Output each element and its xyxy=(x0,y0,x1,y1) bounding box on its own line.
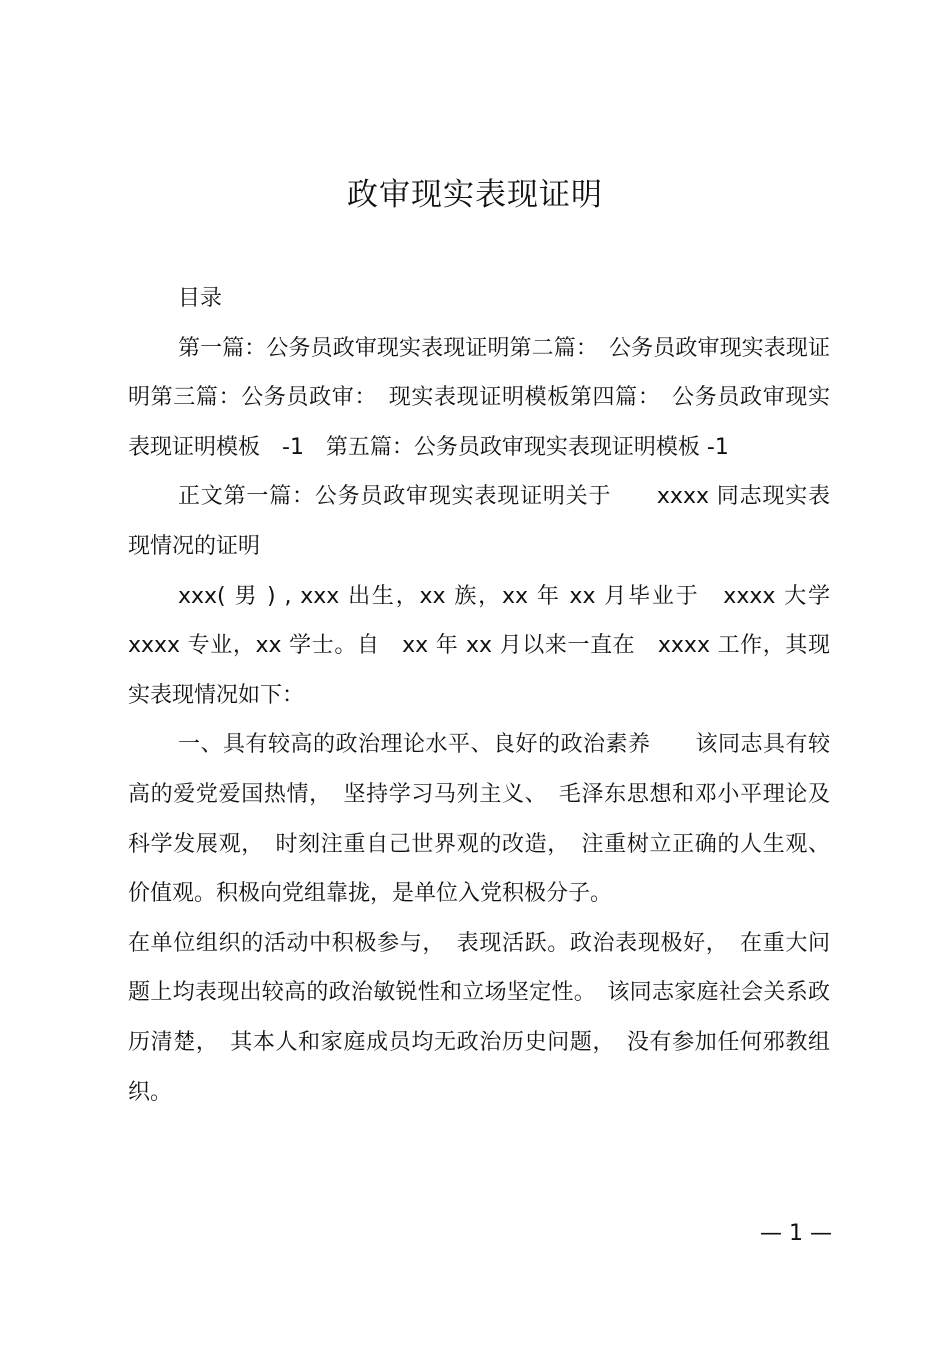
toc-heading: 目录 xyxy=(178,286,223,311)
document-title: 政审现实表现证明 xyxy=(347,177,603,213)
body-paragraph: 正文第一篇：公务员政审现实表现证明关于 xxxx 同志现实表现情况的证明 xyxy=(128,484,830,559)
body-paragraph: xxx( 男 ) , xxx 出生，xx 族，xx 年 xx 月毕业于 xxxx 大学 xxxx 专业，xx 学士。自 xx 年 xx 月以来一直在 xxxx 工作，其现实表现情况如下： xyxy=(128,583,830,708)
toc-paragraph: 第一篇：公务员政审现实表现证明第二篇： 公务员政审现实表现证明第三篇：公务员政审： 现实表现证明模板第四篇： 公务员政审现实表现证明模板 -1 第五篇：公务员政审现实表现证明模板 -1 xyxy=(128,335,830,460)
document-body xyxy=(128,274,830,1117)
page-number: — 1 — xyxy=(760,1221,832,1246)
body-paragraph: 在单位组织的活动中积极参与， 表现活跃。政治表现极好， 在重大问题上均表现出较高的政治敏锐性和立场坚定性。 该同志家庭社会关系政历清楚， 其本人和家庭成员均无政治历史问题， 没有参加任何邪教组织。 xyxy=(128,930,830,1105)
body-paragraph: 一、具有较高的政治理论水平、良好的政治素养 该同志具有较高的爱党爱国热情， 坚持学习马列主义、 毛泽东思想和邓小平理论及科学发展观， 时刻注重自己世界观的改造， 注重树立正确的人生观、价值观。积极向党组靠拢，是单位入党积极分子。 xyxy=(128,732,830,907)
